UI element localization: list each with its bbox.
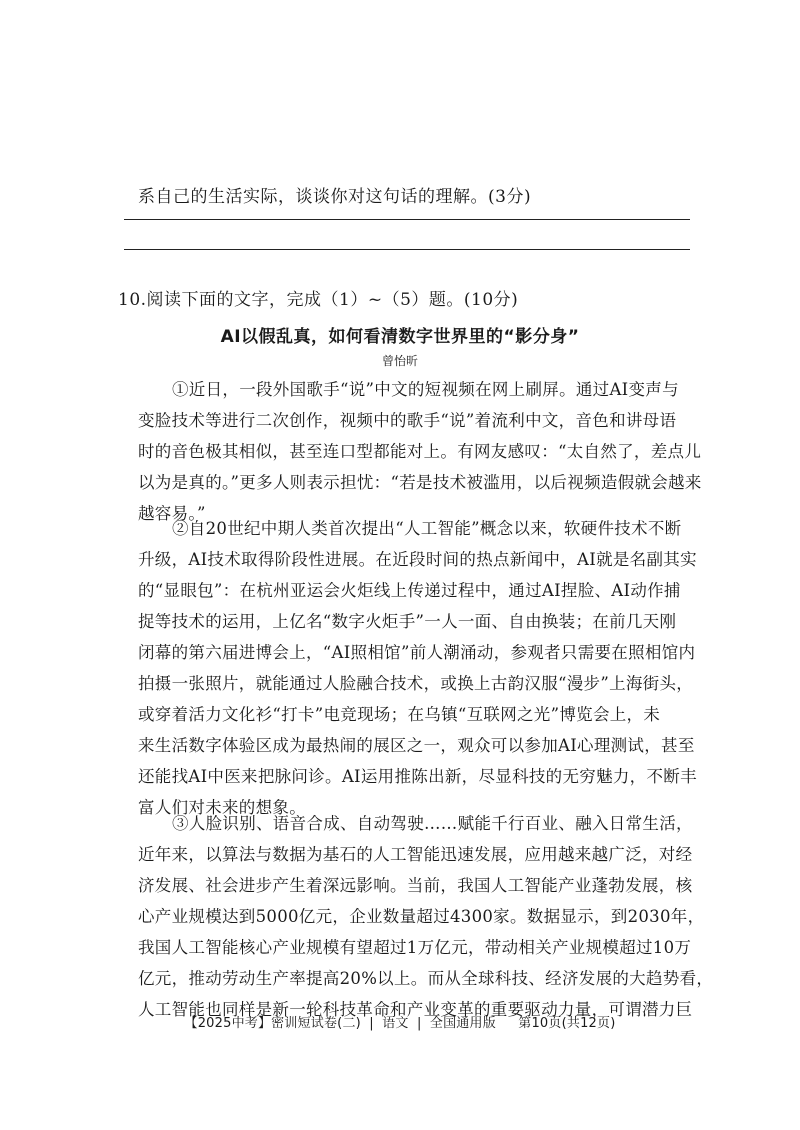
paragraph-line: 或穿着活力文化衫“打卡”电竞现场；在乌镇“互联网之光”博览会上，未 [138, 705, 661, 724]
footer-page-number: 第10页(共12页) [518, 1016, 616, 1031]
paragraph-line: 来生活数字体验区成为最热闹的展区之一，观众可以参加AI心理测试，甚至 [138, 736, 695, 755]
paragraph-line: 亿元，推动劳动生产率提高20%以上。而从全球科技、经济发展的大趋势看， [138, 969, 714, 988]
paragraph-line: 升级，AI技术取得阶段性进展。在近段时间的热点新闻中，AI就是名副其实 [138, 550, 697, 569]
article-title: AI以假乱真，如何看清数字世界里的“影分身” [220, 327, 580, 347]
paragraph-line: 还能找AI中医来把脉问诊。AI运用推陈出新，尽显科技的无穷魅力，不断丰 [138, 767, 697, 786]
paragraph-line: 近年来，以算法与数据为基石的人工智能迅速发展，应用越来越广泛，对经 [138, 845, 693, 864]
question-10-title: 10.阅读下面的文字，完成（1）~（5）题。(10分) [118, 290, 519, 310]
footer-edition: 全国通用版 [429, 1016, 496, 1031]
article-author: 曾怡昕 [381, 354, 418, 368]
paragraph-line: ③人脸识别、语音合成、自动驾驶……赋能千行百业、融入日常生活， [172, 814, 693, 833]
paragraph-line: 闭幕的第六届进博会上，“AI照相馆”前人潮涌动，参观者只需要在照相馆内 [138, 643, 696, 662]
paragraph-line: ①近日，一段外国歌手“说”中文的短视频在网上刷屏。通过AI变声与 [172, 380, 679, 399]
paragraph-line: ②自20世纪中期人类首次提出“人工智能”概念以来，软硬件技术不断 [172, 519, 682, 538]
answer-line-2 [124, 249, 690, 250]
previous-question-tail: 系自己的生活实际，谈谈你对这句话的理解。(3分) [138, 187, 532, 207]
paragraph-line: 的“显眼包”：在杭州亚运会火炬线上传递过程中，通过AI捏脸、AI动作捕 [138, 581, 681, 600]
answer-line-1 [124, 219, 690, 220]
paragraph-line: 以为是真的。”更多人则表示担忧：“若是技术被滥用，以后视频造假就会越来 [138, 473, 702, 492]
paragraph-line: 人工智能也同样是新一轮科技革命和产业变革的重要驱动力量，可谓潜力巨 [138, 1000, 693, 1019]
paragraph-line: 时的音色极其相似，甚至连口型都能对上。有网友感叹：“太自然了，差点儿 [138, 442, 702, 461]
paragraph-line: 变脸技术等进行二次创作，视频中的歌手“说”着流利中文，音色和讲母语 [138, 411, 677, 430]
page-footer [0, 1012, 800, 1031]
footer-exam-name: 【2025中考】密训短试卷(二) [184, 1016, 361, 1031]
paragraph-line: 济发展、社会进步产生着深远影响。当前，我国人工智能产业蓬勃发展，核 [138, 876, 693, 895]
footer-subject: 语文 [382, 1016, 409, 1031]
footer-separator: | [416, 1016, 422, 1031]
paragraph-line: 心产业规模达到5000亿元，企业数量超过4300家。数据显示，到2030年， [138, 907, 705, 926]
paragraph-line: 拍摄一张照片，就能通过人脸融合技术，或换上古韵汉服“漫步”上海街头， [138, 674, 694, 693]
paragraph-line: 越容易。” [138, 504, 206, 523]
paragraph-line: 捉等技术的运用，上亿名“数字火炬手”一人一面、自由换装；在前几天刚 [138, 612, 677, 631]
footer-separator: | [369, 1016, 374, 1031]
paragraph-line: 富人们对未来的想象。 [138, 798, 306, 817]
paragraph-line: 我国人工智能核心产业规模有望超过1万亿元，带动相关产业规模超过10万 [138, 938, 692, 957]
